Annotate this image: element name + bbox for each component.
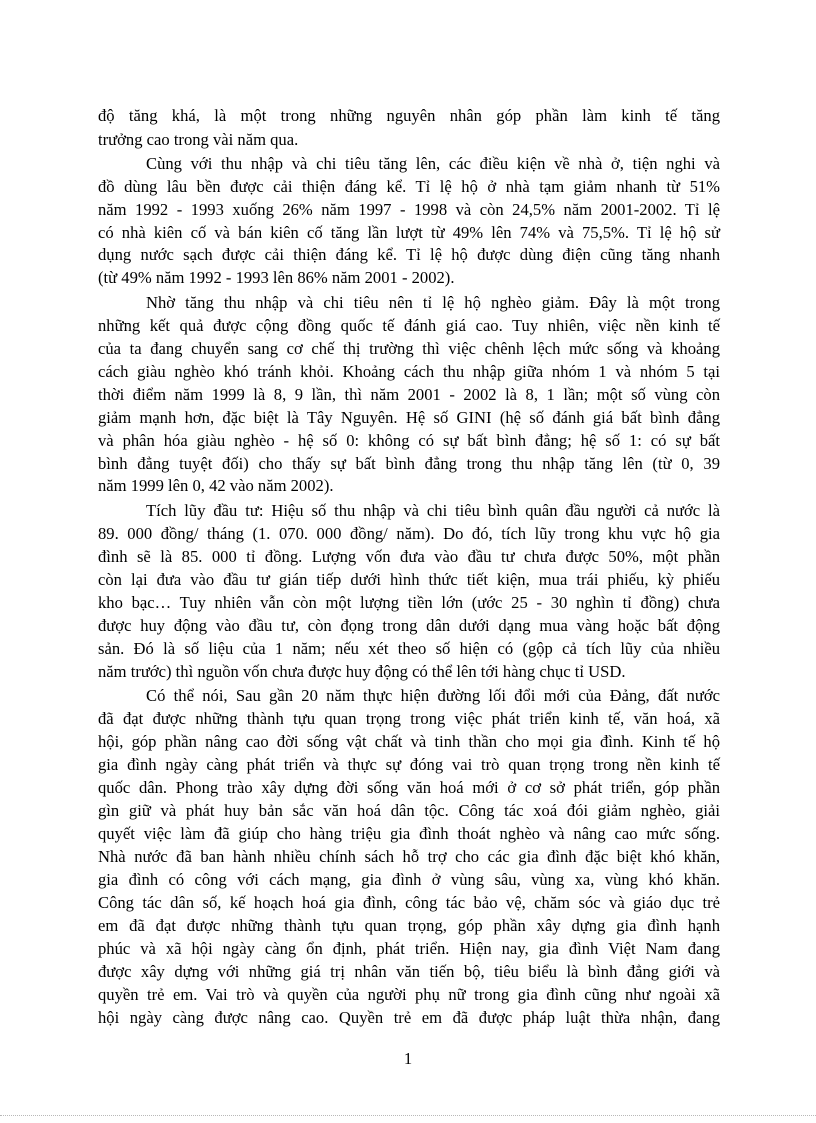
text-line: hội, góp phần nâng cao đời sống vật chất và tinh thần cho mọi gia đình. Kinh tế hộ — [98, 732, 720, 751]
text-line: dụng nước sạch được cải thiện đáng kể. Tỉ lệ hộ được dùng điện cũng tăng nhanh — [98, 245, 720, 264]
text-line: sản. Đó là số liệu của 1 năm; nếu xét theo số hiện có (gộp cả tích lũy của nhiều — [98, 639, 720, 658]
text-line: còn lại đưa vào đầu tư gián tiếp dưới hình thức tiết kiện, mua trái phiếu, kỳ phiếu — [98, 570, 720, 589]
text-line: đình sẽ là 85. 000 tỉ đồng. Lượng vốn đưa vào đầu tư chưa được 50%, một phần — [98, 547, 720, 566]
text-line: có nhà kiên cố và bán kiên cố tăng lần lượt từ 49% lên 74% và 75,5%. Tỉ lệ hộ sử — [98, 223, 720, 242]
page-bottom-edge — [0, 1115, 816, 1116]
text-line: Có thể nói, Sau gần 20 năm thực hiện đường lối đổi mới của Đảng, đất nước — [146, 686, 720, 705]
text-line: những kết quả được cộng đồng quốc tế đánh giá cao. Tuy nhiên, việc nền kinh tế — [98, 316, 720, 335]
text-line: đã đạt được những thành tựu quan trọng trong việc phát triển kinh tế, văn hoá, xã — [98, 709, 720, 728]
text-line: (từ 49% năm 1992 - 1993 lên 86% năm 2001 - 2002). — [98, 268, 455, 287]
text-line: quyết việc làm đã giúp cho hàng triệu gia đình thoát nghèo và nâng cao mức sống. — [98, 824, 720, 843]
text-line: 89. 000 đồng/ tháng (1. 070. 000 đồng/ năm). Do đó, tích lũy trong khu vực hộ gia — [98, 524, 720, 543]
text-line: được huy động vào đầu tư, còn đọng trong dân dưới dạng mua vàng hoặc bất động — [98, 616, 720, 635]
text-line: em đã đạt được những thành tựu quan trọng, góp phần xây dựng gia đình hạnh — [98, 916, 720, 935]
text-line: kho bạc… Tuy nhiên vẫn còn một lượng tiền lớn (ước 25 - 30 nghìn tỉ đồng) chưa — [98, 593, 720, 612]
text-line: được xây dựng với những giá trị nhân văn tiến bộ, tiêu biểu là bình đẳng giới và — [98, 962, 720, 981]
text-line: và phân hóa giàu nghèo - hệ số 0: không có sự bất bình đẳng; hệ số 1: có sự bất — [98, 431, 720, 450]
text-line: quyền trẻ em. Vai trò và quyền của người phụ nữ trong gia đình cũng như ngoài xã — [98, 985, 720, 1004]
text-line: thời điểm năm 1999 là 8, 9 lần, thì năm 2001 - 2002 là 8, 1 lần; một số vùng còn — [98, 385, 720, 404]
text-line: quốc dân. Phong trào xây dựng đời sống văn hoá mới ở cơ sở phát triển, góp phần — [98, 778, 720, 797]
page-number: 1 — [403, 1049, 413, 1068]
text-line: Tích lũy đầu tư: Hiệu số thu nhập và chi tiêu bình quân đầu người cả nước là — [146, 501, 720, 520]
text-line: cách giàu nghèo khó tránh khỏi. Khoảng cách thu nhập giữa nhóm 1 và nhóm 5 tại — [98, 362, 720, 381]
text-line: Cùng với thu nhập và chi tiêu tăng lên, các điều kiện về nhà ở, tiện nghi và — [146, 154, 720, 173]
text-line: năm 1999 lên 0, 42 vào năm 2002). — [98, 476, 334, 495]
text-line: Nhà nước đã ban hành nhiều chính sách hỗ trợ cho các gia đình đặc biệt khó khăn, — [98, 847, 720, 866]
text-line: bình đẳng tuyệt đối) cho thấy sự bất bình đẳng trong thu nhập tăng lên (từ 0, 39 — [98, 454, 720, 473]
text-line: Công tác dân số, kế hoạch hoá gia đình, công tác bảo vệ, chăm sóc và giáo dục trẻ — [98, 893, 720, 912]
text-line: độ tăng khá, là một trong những nguyên nhân góp phần làm kinh tế tăng — [98, 106, 720, 125]
text-line: Nhờ tăng thu nhập và chi tiêu nên tỉ lệ hộ nghèo giảm. Đây là một trong — [146, 293, 720, 312]
text-line: gia đình có công với cách mạng, gia đình ở vùng sâu, vùng xa, vùng khó khăn. — [98, 870, 720, 889]
text-line: phúc và xã hội ngày càng ổn định, phát triển. Hiện nay, gia đình Việt Nam đang — [98, 939, 720, 958]
text-line: hội ngày càng được nâng cao. Quyền trẻ em đã được pháp luật thừa nhận, đang — [98, 1008, 720, 1027]
text-line: năm 1992 - 1993 xuống 26% năm 1997 - 1998 và còn 24,5% năm 2001-2002. Tỉ lệ — [98, 200, 720, 219]
text-line: gìn giữ và phát huy bản sắc văn hoá dân tộc. Công tác xoá đói giảm nghèo, giải — [98, 801, 720, 820]
text-line: năm trước) thì nguồn vốn chưa được huy động có thể lên tới hàng chục tỉ USD. — [98, 662, 626, 681]
text-line: giảm mạnh hơn, đặc biệt là Tây Nguyên. Hệ số GINI (hệ số đánh giá bất bình đẳng — [98, 408, 720, 427]
text-line: của ta đang chuyển sang cơ chế thị trường thì việc chênh lệch mức sống và khoảng — [98, 339, 720, 358]
text-line: gia đình ngày càng phát triển và thực sự đóng vai trò quan trọng trong nền kinh tế — [98, 755, 720, 774]
text-line: đồ dùng lâu bền được cải thiện đáng kể. Tỉ lệ hộ ở nhà tạm giảm nhanh từ 51% — [98, 177, 720, 196]
text-line: trưởng cao trong vài năm qua. — [98, 130, 299, 149]
